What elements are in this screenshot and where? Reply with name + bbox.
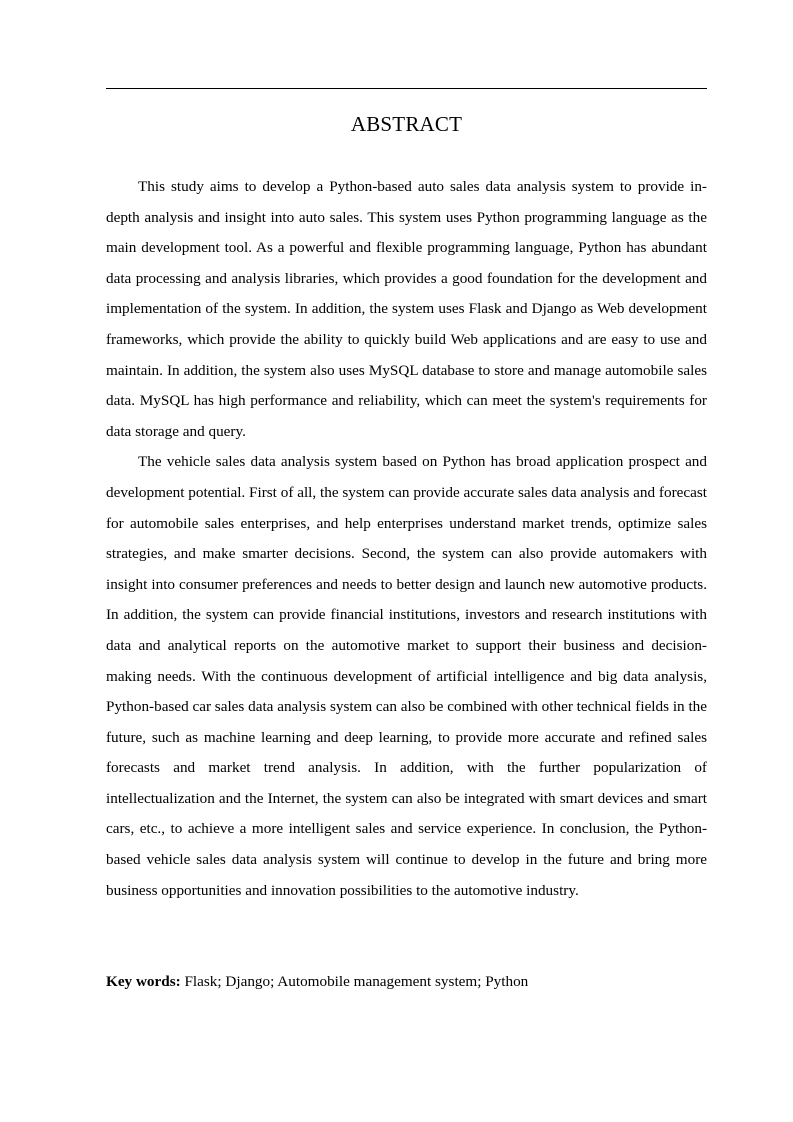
abstract-paragraph-1: This study aims to develop a Python-based auto sales data analysis system to provide in-depth analysis and insight into auto sales. This system uses Python programming language as the main development tool. As a powerful and flexible programming language, Python has abundant data processing and analysis libraries, which provides a good foundation for the development and implementation of the system. In addition, the system uses Flask and Django as Web development frameworks, which provide the ability to quickly build Web applications and are easy to use and maintain. In addition, the system also uses MySQL database to store and manage automobile sales data. MySQL has high performance and reliability, which can meet the system's requirements for data storage and query. <box>106 178 707 440</box>
keywords-line <box>106 967 707 997</box>
keywords-label: Key words: <box>106 973 181 990</box>
page-title: ABSTRACT <box>350 112 463 136</box>
abstract-body <box>106 172 707 906</box>
header-rule <box>106 88 707 89</box>
keywords-value: Flask; Django; Automobile management system; Python <box>180 973 529 990</box>
abstract-paragraph-2: The vehicle sales data analysis system based on Python has broad application prospect and development potential. First of all, the system can provide accurate sales data analysis and forecast for automobile sales enterprises, and help enterprises understand market trends, optimize sales strategies, and make smarter decisions. Second, the system can also provide automakers with insight into consumer preferences and needs to better design and launch new automotive products. In addition, the system can provide financial institutions, investors and research institutions with data and analytical reports on the automotive market to support their business and decision-making needs. With the continuous development of artificial intelligence and big data analysis, Python-based car sales data analysis system can also be combined with other technical fields in the future, such as machine learning and deep learning, to provide more accurate and refined sales forecasts and market trend analysis. In addition, with the further popularization of intellectualization and the Internet, the system can also be integrated with smart devices and smart cars, etc., to achieve a more intelligent sales and service experience. In conclusion, the Python-based vehicle sales data analysis system will continue to develop in the future and bring more business opportunities and innovation possibilities to the automotive industry. <box>106 453 707 899</box>
